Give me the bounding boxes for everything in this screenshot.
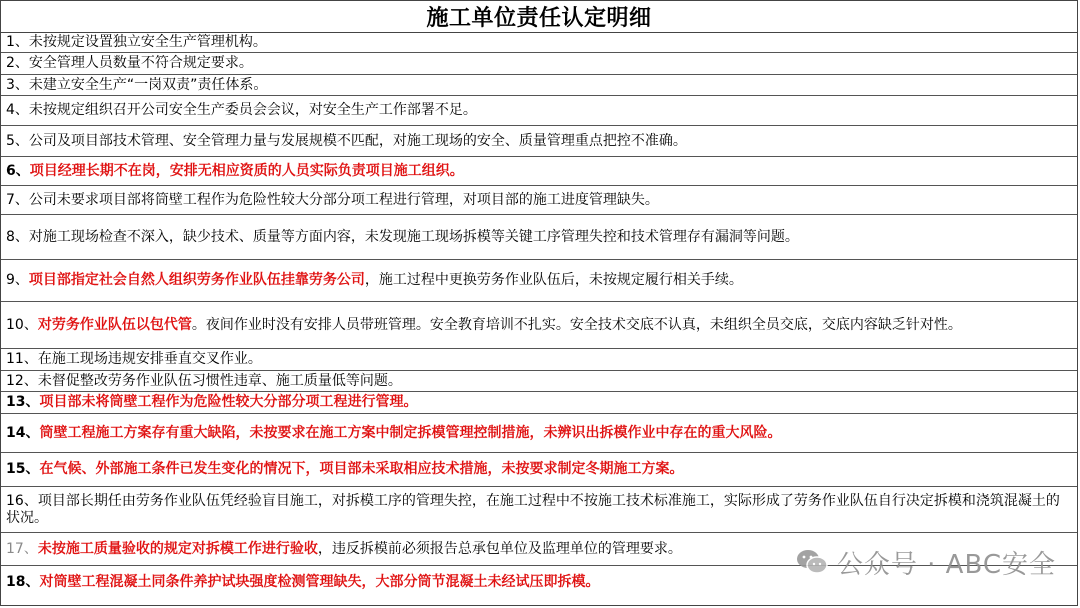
table-row-emphasis xyxy=(1,414,1077,453)
table-title: 施工单位责任认定明细 xyxy=(1,1,1077,33)
table-row xyxy=(1,371,1077,392)
row-text-emphasis: 项目部指定社会自然人组织劳务作业队伍挂靠劳务公司 xyxy=(28,272,365,288)
table-row xyxy=(1,260,1077,302)
row-text: 项目经理长期不在岗，安排无相应资质的人员实际负责项目施工组织。 xyxy=(29,162,464,179)
row-text: 对筒壁工程混凝土同条件养护试块强度检测管理缺失，大部分筒节混凝土未经试压即拆模。 xyxy=(39,574,600,590)
table-row-emphasis xyxy=(1,157,1077,186)
row-text xyxy=(6,493,1073,527)
table-row xyxy=(1,33,1077,53)
table-row xyxy=(1,126,1077,157)
row-text: 公司未要求项目部将筒壁工程作为危险性较大分部分项工程进行管理，对项目部的施工进度管理缺失。 xyxy=(28,191,659,208)
table-row xyxy=(1,53,1077,75)
row-number: 11、 xyxy=(6,351,38,367)
row-text: 安全管理人员数量不符合规定要求。 xyxy=(28,55,253,71)
row-number: 7、 xyxy=(6,191,29,208)
row-text: 项目部未将筒壁工程作为危险性较大分部分项工程进行管理。 xyxy=(39,394,418,410)
row-number: 17、 xyxy=(6,540,38,557)
table-row xyxy=(1,349,1077,371)
row-text: 对施工现场检查不深入，缺少技术、质量等方面内容，未发现施工现场拆模等关键工序管理失控和技术管理存有漏洞等问题。 xyxy=(28,228,799,245)
table-row xyxy=(1,215,1077,260)
table-row-emphasis xyxy=(1,566,1077,599)
row-number: 8、 xyxy=(6,228,29,245)
table-row xyxy=(1,186,1077,215)
row-text: 未按规定设置独立安全生产管理机构。 xyxy=(28,34,267,50)
watermark-text: 公众号 · ABC安全 xyxy=(836,549,1056,580)
row-text: 。夜间作业时没有安排人员带班管理。安全教育培训不扎实。安全技术交底不认真，未组织全员交底，交底内容缺乏针对性。 xyxy=(191,316,962,333)
row-number: 1、 xyxy=(6,34,29,50)
table-row-emphasis xyxy=(1,392,1077,414)
table-row xyxy=(1,302,1077,349)
row-text: 在气候、外部施工条件已发生变化的情况下，项目部未采取相应技术措施，未按要求制定冬期施工方案。 xyxy=(39,461,684,477)
row-number: 3、 xyxy=(6,76,29,93)
row-number: 16、 xyxy=(6,492,38,509)
row-text: ，违反拆模前必须报告总承包单位及监理单位的管理要求。 xyxy=(317,540,682,557)
row-text: ，施工过程中更换劳务作业队伍后，未按规定履行相关手续。 xyxy=(364,272,743,288)
table-row xyxy=(1,75,1077,96)
table-row xyxy=(1,533,1077,566)
row-number: 13、 xyxy=(6,394,40,410)
row-text-emphasis: 未按施工质量验收的规定对拆模工作进行验收 xyxy=(37,540,318,557)
row-text-body: 项目部长期任由劳务作业队伍凭经验盲目施工，对拆模工序的管理失控，在施工过程中不按施工技术标准施工，实际形成了劳务作业队伍自行决定拆模和浇筑混凝土的状况。 xyxy=(6,492,1060,526)
row-number: 10、 xyxy=(6,316,38,333)
row-text: 未督促整改劳务作业队伍习惯性违章、施工质量低等问题。 xyxy=(37,372,402,389)
row-number: 9、 xyxy=(6,272,29,288)
row-number: 18、 xyxy=(6,574,40,590)
row-number: 15、 xyxy=(6,461,40,477)
row-text: 公司及项目部技术管理、安全管理力量与发展规模不匹配，对施工现场的安全、质量管理重点把控不准确。 xyxy=(28,132,687,149)
table-row xyxy=(1,96,1077,126)
row-text: 未按规定组织召开公司安全生产委员会会议，对安全生产工作部署不足。 xyxy=(28,102,477,118)
row-number: 14、 xyxy=(6,424,40,441)
row-number: 4、 xyxy=(6,102,29,118)
row-text-emphasis: 对劳务作业队伍以包代管 xyxy=(37,316,192,333)
row-text: 在施工现场违规安排垂直交叉作业。 xyxy=(37,351,262,367)
row-text: 未建立安全生产“一岗双责”责任体系。 xyxy=(28,76,268,93)
row-number: 12、 xyxy=(6,372,38,389)
row-text: 筒壁工程施工方案存有重大缺陷，未按要求在施工方案中制定拆模管理控制措施，未辨识出拆模作业中存在的重大风险。 xyxy=(39,424,782,441)
table-row xyxy=(1,487,1077,533)
row-number: 5、 xyxy=(6,132,29,149)
row-number: 6、 xyxy=(6,162,30,179)
table-row-emphasis xyxy=(1,453,1077,487)
row-number: 2、 xyxy=(6,55,29,71)
